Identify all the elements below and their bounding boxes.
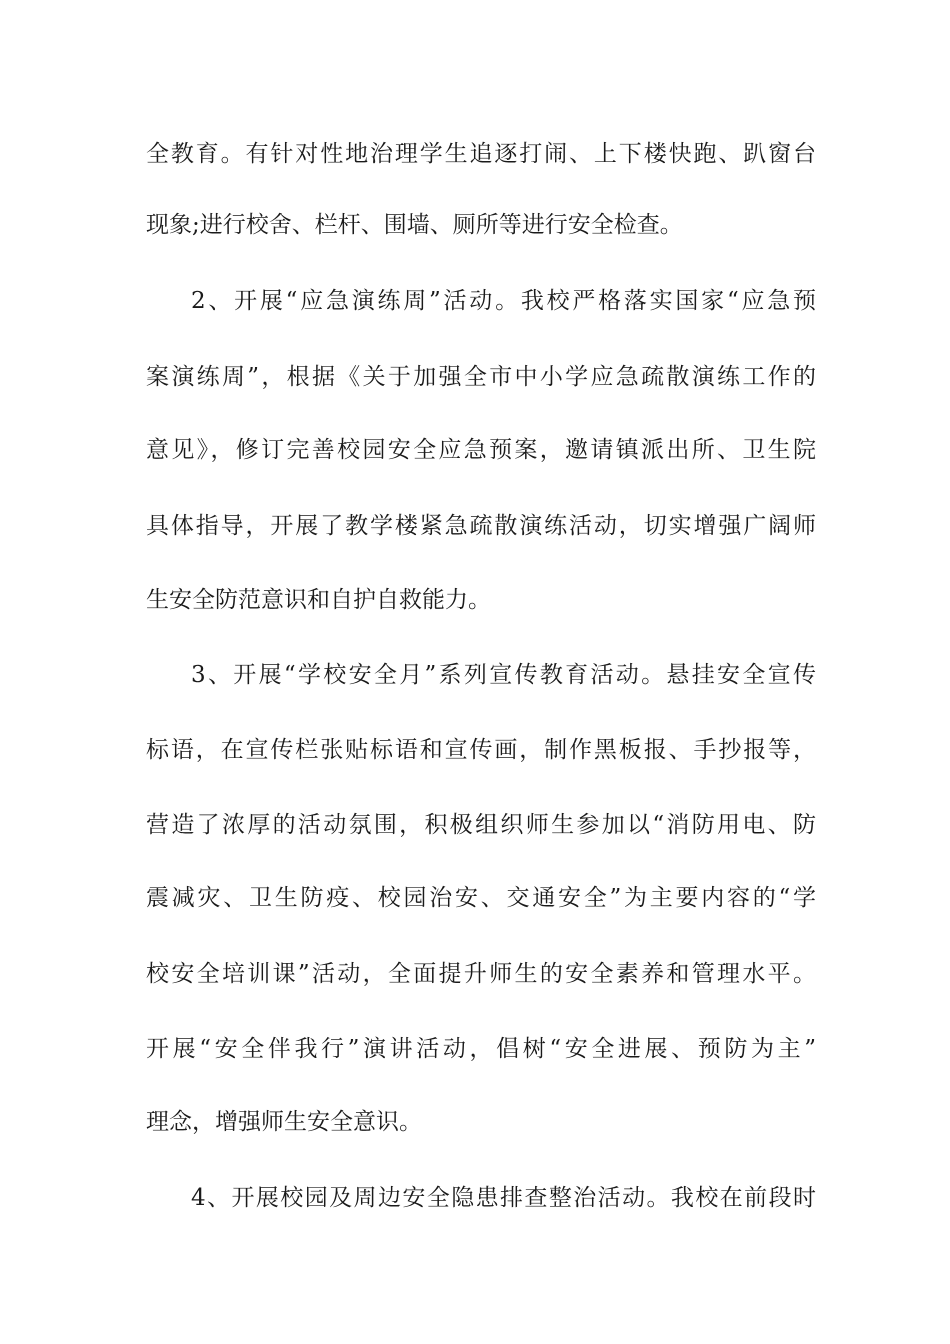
paragraph-2-line-3: 意见》，修订完善校园安全应急预案，邀请镇派出所、卫生院 <box>146 437 816 463</box>
paragraph-3-line-5: 校安全培训课”活动，全面提升师生的安全素养和管理水平。 <box>146 961 816 987</box>
paragraph-3-line-7: 理念，增强师生安全意识。 <box>146 1109 422 1135</box>
text-line-2: 现象;进行校舍、栏杆、围墙、厕所等进行安全检查。 <box>146 212 683 238</box>
paragraph-2-line-1: 2、开展“应急演练周”活动。我校严格落实国家“应急预 <box>191 288 816 314</box>
paragraph-3-line-1: 3、开展“学校安全月”系列宣传教育活动。悬挂安全宣传 <box>191 662 816 688</box>
paragraph-3-line-3: 营造了浓厚的活动氛围，积极组织师生参加以“消防用电、防 <box>146 812 816 838</box>
paragraph-2-line-2: 案演练周”，根据《关于加强全市中小学应急疏散演练工作的 <box>146 364 816 390</box>
paragraph-2-line-5: 生安全防范意识和自护自救能力。 <box>146 587 491 613</box>
text-line-1: 全教育。有针对性地治理学生追逐打闹、上下楼快跑、趴窗台 <box>146 141 816 167</box>
paragraph-3-line-2: 标语，在宣传栏张贴标语和宣传画，制作黑板报、手抄报等， <box>146 737 816 763</box>
paragraph-4-line-1: 4、开展校园及周边安全隐患排查整治活动。我校在前段时 <box>191 1185 816 1211</box>
paragraph-3-line-6: 开展“安全伴我行”演讲活动，倡树“安全进展、预防为主” <box>146 1036 816 1062</box>
paragraph-3-line-4: 震减灾、卫生防疫、校园治安、交通安全”为主要内容的“学 <box>146 885 816 911</box>
paragraph-2-line-4: 具体指导，开展了教学楼紧急疏散演练活动，切实增强广阔师 <box>146 513 816 539</box>
